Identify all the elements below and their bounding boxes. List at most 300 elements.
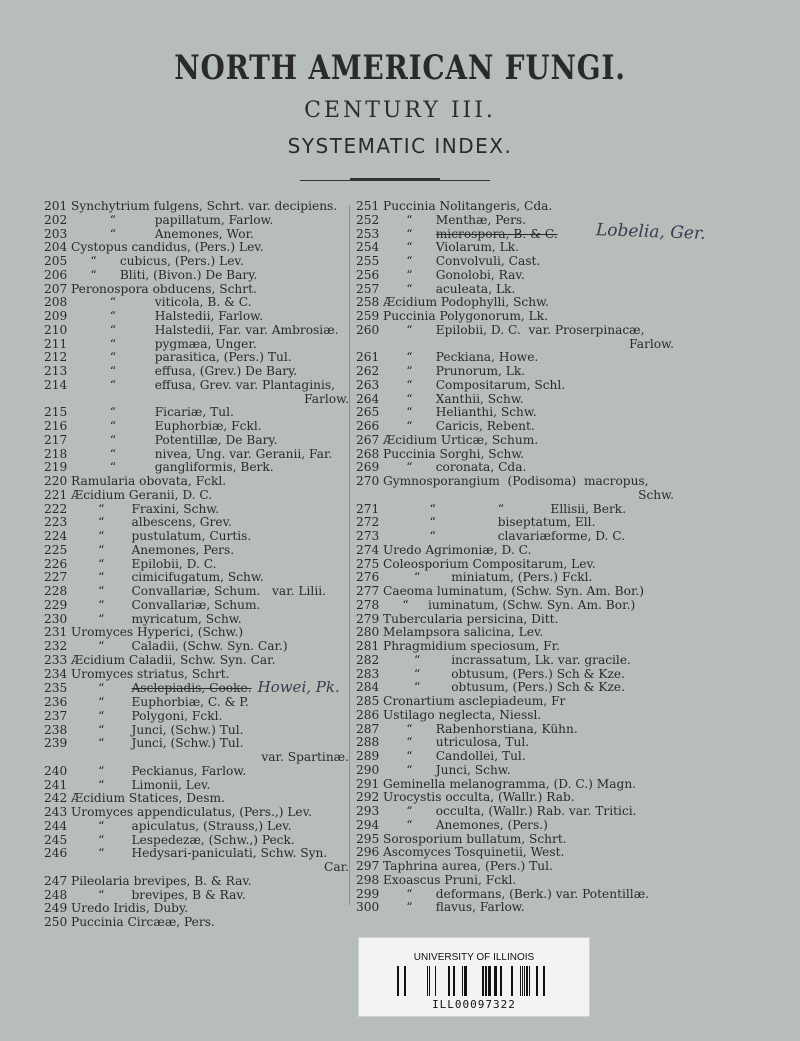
index-entry (356, 805, 674, 819)
entry-text: “ Halstedii, Far. var. Ambrosiæ. (71, 322, 339, 337)
index-entry (44, 613, 349, 627)
entry-text: “ obtusum, (Pers.) Sch & Kze. (383, 680, 625, 695)
entry-text: “ (383, 226, 436, 241)
entry-number: 300 (356, 900, 380, 915)
entry-text: “ Candollei, Tul. (383, 749, 526, 763)
barcode-bar (529, 966, 530, 996)
entry-text: Exoascus Pruni, Fckl. (383, 872, 517, 887)
entry-text: “ “ Ellisii, Berk. (383, 501, 627, 516)
index-entry (356, 640, 674, 654)
entry-text: Uredo Iridis, Duby. (71, 901, 189, 916)
index-entry (44, 696, 349, 710)
entry-number: 278 (356, 597, 380, 612)
index-entry (44, 351, 349, 365)
entry-text: “ obtusum, (Pers.) Sch & Kze. (383, 666, 625, 681)
entry-text: “ gangliformis, Berk. (71, 460, 274, 475)
entry-text: Æcidium Statices, Desm. (71, 791, 225, 806)
index-entry (356, 475, 674, 503)
barcode-bar (482, 966, 484, 996)
right-index-column (356, 200, 674, 915)
barcode-bar (524, 966, 525, 996)
entry-text: “ Gonolobi, Rav. (383, 267, 525, 282)
entry-text: “ Compositarum, Schl. (383, 377, 566, 392)
entry-number: 266 (356, 419, 380, 433)
entry-number: 296 (356, 845, 380, 860)
index-entry (356, 874, 674, 888)
index-entry (356, 585, 674, 599)
entry-number: 271 (356, 501, 380, 516)
entry-text: “ occulta, (Wallr.) Rab. var. Tritici. (383, 804, 637, 818)
entry-text: “ aculeata, Lk. (383, 281, 516, 296)
index-entry (44, 585, 349, 599)
entry-number: 202 (44, 212, 68, 227)
barcode-bar (500, 966, 502, 996)
entry-text: “ nivea, Ung. var. Geranii, Far. (71, 446, 333, 461)
barcode-bar (397, 966, 399, 996)
entry-text: “ Bliti, (Bivon.) De Bary. (71, 267, 258, 282)
entry-text: Pileolaria brevipes, B. & Rav. (71, 873, 252, 888)
entry-number: 204 (44, 240, 68, 255)
index-entry (44, 324, 349, 338)
entry-number: 222 (44, 501, 68, 516)
entry-number: 254 (356, 240, 380, 255)
entry-text: Uromyces Hyperici, (Schw.) (71, 625, 244, 640)
entry-number: 262 (356, 364, 380, 378)
entry-text: “ Prunorum, Lk. (383, 364, 526, 378)
entry-number: 230 (44, 611, 68, 626)
entry-number: 261 (356, 350, 380, 365)
entry-text: “ iuminatum, (Schw. Syn. Am. Bor.) (383, 597, 636, 612)
entry-number: 217 (44, 432, 68, 447)
entry-number: 218 (44, 446, 68, 461)
entry-number: 232 (44, 639, 68, 653)
index-entry (356, 778, 674, 792)
index-entry (44, 530, 349, 544)
entry-number: 215 (44, 405, 68, 420)
entry-continuation: var. Spartinæ. (261, 750, 349, 764)
entry-text: Ramularia obovata, Fckl. (71, 474, 227, 488)
entry-number: 258 (356, 295, 380, 310)
entry-number: 221 (44, 487, 68, 502)
entry-number: 281 (356, 639, 380, 653)
entry-text: “ Euphorbiæ, C. & P. (71, 695, 249, 709)
entry-number: 274 (356, 542, 380, 557)
index-entry (356, 420, 674, 434)
entry-number: 223 (44, 515, 68, 530)
index-entry (356, 200, 674, 214)
barcode-bar (448, 966, 450, 996)
index-entry (44, 200, 349, 214)
index-entry (44, 379, 349, 407)
entry-text: Uromyces striatus, Schrt. (71, 666, 230, 681)
index-entry (44, 241, 349, 255)
entry-text: Ascomyces Tosquinetii, West. (383, 845, 565, 860)
entry-text: “ Peckiana, Howe. (383, 350, 539, 365)
index-entry (44, 834, 349, 848)
entry-text: “ Rabenhorstiana, Kühn. (383, 721, 578, 736)
entry-text: “ effusa, (Grev.) De Bary. (71, 364, 298, 378)
entry-text: “ cubicus, (Pers.) Lev. (71, 254, 244, 268)
entry-text: Æcidium Urticæ, Schum. (383, 432, 539, 447)
entry-number: 239 (44, 736, 68, 751)
entry-text: “ Menthæ, Pers. (383, 212, 527, 227)
barcode-bar (488, 966, 491, 996)
entry-text: Coleosporium Compositarum, Lev. (383, 556, 596, 571)
index-entry (44, 503, 349, 517)
entry-number: 209 (44, 309, 68, 323)
index-entry (356, 530, 674, 544)
index-entry (44, 544, 349, 558)
entry-number: 292 (356, 790, 380, 805)
index-entry (356, 750, 674, 764)
entry-number: 269 (356, 460, 380, 475)
index-entry (356, 406, 674, 420)
index-entry (356, 310, 674, 324)
barcode-bar (536, 966, 538, 996)
index-entry (356, 723, 674, 737)
index-entry (356, 558, 674, 572)
entry-number: 287 (356, 721, 380, 736)
entry-text: “ Caricis, Rebent. (383, 419, 535, 433)
entry-text: “ Helianthi, Schw. (383, 405, 537, 420)
entry-number: 264 (356, 391, 380, 406)
entry-number: 236 (44, 695, 68, 709)
entry-text: “ brevipes, B & Rav. (71, 887, 246, 902)
entry-text: “ Polygoni, Fckl. (71, 708, 223, 723)
entry-text: “ effusa, Grev. var. Plantaginis, (71, 377, 335, 392)
index-entry (356, 681, 674, 695)
index-entry (356, 516, 674, 530)
index-entry (356, 888, 674, 902)
entry-number: 268 (356, 446, 380, 461)
barcode-bar (543, 966, 545, 996)
entry-text: “ apiculatus, (Strauss,) Lev. (71, 818, 292, 833)
entry-text: Gymnosporangium (Podisoma) macropus, (383, 474, 649, 488)
entry-number: 293 (356, 804, 380, 818)
entry-text: “ Fraxini, Schw. (71, 501, 220, 516)
entry-text: Urocystis occulta, (Wallr.) Rab. (383, 790, 575, 805)
entry-text: “ Junci, Schw. (383, 762, 511, 777)
index-entry (44, 406, 349, 420)
index-entry (44, 420, 349, 434)
entry-number: 282 (356, 652, 380, 667)
entry-text: “ Violarum, Lk. (383, 240, 520, 255)
barcode-bar (435, 966, 436, 996)
entry-text: “ (71, 681, 132, 696)
index-entry (356, 503, 674, 517)
entry-text: Uredo Agrimoniæ, D. C. (383, 542, 532, 557)
struck-text: microspora, B. & C. (435, 226, 558, 241)
index-entry (356, 860, 674, 874)
entry-text: “ deformans, (Berk.) var. Potentillæ. (383, 886, 650, 901)
index-entry (356, 296, 674, 310)
index-entry (44, 448, 349, 462)
index-entry (356, 846, 674, 860)
entry-text: “ Caladii, (Schw. Syn. Car.) (71, 639, 288, 653)
index-entry (44, 283, 349, 297)
entry-text: Tubercularia persicina, Ditt. (383, 611, 559, 626)
entry-text: “ pygmæa, Unger. (71, 336, 257, 351)
index-entry (356, 241, 674, 255)
index-entry (44, 214, 349, 228)
entry-number: 201 (44, 199, 68, 213)
barcode-bar (526, 966, 528, 996)
entry-text: Peronospora obducens, Schrt. (71, 281, 257, 296)
entry-number: 259 (356, 309, 380, 323)
entry-text: Cronartium asclepiadeum, Fr (383, 694, 566, 708)
entry-text: Puccinia Polygonorum, Lk. (383, 309, 548, 323)
index-entry (44, 875, 349, 889)
index-entry (44, 654, 349, 668)
entry-continuation: Farlow. (629, 336, 674, 351)
entry-number: 211 (44, 336, 68, 351)
entry-number: 229 (44, 597, 68, 612)
entry-number: 260 (356, 322, 380, 337)
entry-text: Puccinia Circææ, Pers. (71, 915, 215, 929)
entry-text: “ pustulatum, Curtis. (71, 529, 252, 543)
entry-number: 289 (356, 749, 380, 763)
entry-number: 286 (356, 707, 380, 722)
entry-text: “ Lespedezæ, (Schw.,) Peck. (71, 832, 295, 847)
entry-number: 248 (44, 887, 68, 902)
index-entry (356, 654, 674, 668)
index-entry (44, 434, 349, 448)
entry-number: 208 (44, 295, 68, 310)
index-entry (356, 434, 674, 448)
index-entry (44, 916, 349, 930)
entry-number: 225 (44, 542, 68, 557)
barcode-bar (404, 966, 406, 996)
entry-number: 224 (44, 529, 68, 543)
index-entry (356, 324, 674, 352)
entry-text: “ Peckianus, Farlow. (71, 763, 247, 778)
entry-text: “ Convolvuli, Cast. (383, 254, 541, 268)
index-entry (44, 902, 349, 916)
entry-number: 203 (44, 226, 68, 241)
entry-number: 234 (44, 666, 68, 681)
entry-text: Taphrina aurea, (Pers.) Tul. (383, 859, 553, 873)
index-entry (44, 678, 349, 697)
index-entry (44, 571, 349, 585)
index-entry (44, 640, 349, 654)
entry-number: 240 (44, 763, 68, 778)
handwritten-correction: Howei, Pk. (257, 678, 340, 697)
index-entry (44, 310, 349, 324)
entry-number: 238 (44, 722, 68, 737)
entry-text: “ viticola, B. & C. (71, 295, 252, 310)
barcode-bar (485, 966, 487, 996)
entry-number: 235 (44, 681, 68, 696)
entry-text: “ Convallariæ, Schum. (71, 597, 261, 612)
index-entry (356, 791, 674, 805)
entry-number: 252 (356, 212, 380, 227)
entry-continuation: Car. (324, 860, 349, 874)
entry-number: 277 (356, 584, 380, 598)
entry-text: “ flavus, Farlow. (383, 900, 525, 915)
index-entry (44, 228, 349, 242)
left-index-column (44, 200, 349, 930)
entry-number: 295 (356, 831, 380, 846)
entry-text: Æcidium Podophylli, Schw. (383, 295, 549, 310)
index-entry (44, 889, 349, 903)
index-entry (356, 709, 674, 723)
entry-text: “ Anemones, (Pers.) (383, 817, 548, 832)
entry-number: 251 (356, 199, 380, 213)
index-entry (44, 475, 349, 489)
barcode-bar (464, 966, 467, 996)
barcode-number: ILL00097322 (432, 998, 516, 1011)
entry-text: “ utriculosa, Tul. (383, 735, 530, 750)
barcode-label (358, 937, 590, 1017)
entry-text: “ Anemones, Wor. (71, 226, 254, 241)
entry-number: 227 (44, 570, 68, 585)
entry-number: 256 (356, 267, 380, 282)
entry-continuation: Schw. (638, 487, 674, 502)
struck-text: Asclepiadis, Cooke. (131, 681, 252, 696)
entry-text: “ miniatum, (Pers.) Fckl. (383, 570, 593, 585)
entry-number: 279 (356, 611, 380, 626)
entry-number: 283 (356, 666, 380, 681)
page-subtitle: CENTURY III. (304, 98, 496, 123)
entry-number: 273 (356, 529, 380, 543)
entry-text: “ Halstedii, Farlow. (71, 309, 264, 323)
barcode-bar (462, 966, 463, 996)
entry-number: 298 (356, 872, 380, 887)
entry-number: 228 (44, 584, 68, 598)
index-entry (356, 819, 674, 833)
entry-text: Geminella melanogramma, (D. C.) Magn. (383, 776, 637, 791)
entry-text: “ incrassatum, Lk. var. gracile. (383, 652, 631, 667)
barcode-bar (494, 966, 497, 996)
index-entry (356, 599, 674, 613)
entry-text: “ biseptatum, Ell. (383, 515, 596, 530)
entry-number: 226 (44, 556, 68, 571)
entry-text: Puccinia Sorghi, Schw. (383, 446, 525, 461)
index-entry (356, 351, 674, 365)
entry-number: 237 (44, 708, 68, 723)
entry-text: Melampsora salicina, Lev. (383, 625, 544, 640)
index-entry (44, 847, 349, 875)
index-entry (356, 833, 674, 847)
index-entry (44, 724, 349, 738)
entry-continuation: Farlow. (304, 391, 349, 406)
index-entry (356, 448, 674, 462)
entry-number: 213 (44, 364, 68, 378)
index-entry (44, 269, 349, 283)
entry-text: “ cimicifugatum, Schw. (71, 570, 264, 585)
entry-text: Cystopus candidus, (Pers.) Lev. (71, 240, 264, 255)
entry-number: 284 (356, 680, 380, 695)
index-entry (356, 461, 674, 475)
barcode-bar (427, 966, 428, 996)
entry-text: “ albescens, Grev. (71, 515, 232, 530)
entry-number: 267 (356, 432, 380, 447)
index-entry (356, 901, 674, 915)
index-entry (44, 338, 349, 352)
column-divider (349, 205, 350, 905)
index-entry (356, 255, 674, 269)
index-entry (44, 365, 349, 379)
entry-text: “ Epilobii, D. C. var. Proserpinacæ, (383, 322, 645, 337)
index-entry (356, 736, 674, 750)
entry-number: 294 (356, 817, 380, 832)
entry-text: “ Limonii, Lev. (71, 777, 211, 792)
entry-text: Uromyces appendiculatus, (Pers.,) Lev. (71, 805, 312, 819)
entry-number: 242 (44, 791, 68, 806)
index-entry (356, 379, 674, 393)
index-entry (44, 558, 349, 572)
index-entry (44, 792, 349, 806)
entry-number: 297 (356, 859, 380, 873)
entry-text: “ Xanthii, Schw. (383, 391, 524, 406)
index-entry (44, 516, 349, 530)
entry-number: 214 (44, 377, 68, 392)
entry-number: 299 (356, 886, 380, 901)
entry-text: “ Convallariæ, Schum. var. Lilii. (71, 584, 326, 598)
index-entry (356, 544, 674, 558)
entry-number: 263 (356, 377, 380, 392)
entry-number: 210 (44, 322, 68, 337)
index-entry (356, 269, 674, 283)
entry-text: “ Epilobii, D. C. (71, 556, 217, 571)
entry-number: 244 (44, 818, 68, 833)
index-entry (44, 710, 349, 724)
entry-text: “ coronata, Cda. (383, 460, 527, 475)
index-entry (356, 764, 674, 778)
barcode-bar (429, 966, 430, 996)
entry-number: 207 (44, 281, 68, 296)
entry-text: “ Anemones, Pers. (71, 542, 235, 557)
index-entry (356, 626, 674, 640)
entry-text: “ Junci, (Schw.) Tul. (71, 736, 244, 751)
entry-text: “ clavariæforme, D. C. (383, 529, 626, 543)
index-entry (356, 283, 674, 297)
entry-number: 290 (356, 762, 380, 777)
barcode-bar (522, 966, 523, 996)
index-heading: SYSTEMATIC INDEX. (287, 134, 513, 158)
entry-number: 275 (356, 556, 380, 571)
title-rule-thick (350, 178, 440, 181)
index-entry (356, 695, 674, 709)
entry-number: 280 (356, 625, 380, 640)
entry-number: 205 (44, 254, 68, 268)
index-entry (356, 668, 674, 682)
index-entry (356, 571, 674, 585)
barcode-institution: UNIVERSITY OF ILLINOIS (413, 952, 535, 963)
entry-number: 220 (44, 474, 68, 488)
entry-text: “ Hedysari-paniculati, Schw. Syn. (71, 846, 328, 861)
entry-text: “ Euphorbiæ, Fckl. (71, 419, 262, 433)
entry-number: 272 (356, 515, 380, 530)
entry-number: 245 (44, 832, 68, 847)
entry-number: 249 (44, 901, 68, 916)
entry-text: “ Junci, (Schw.) Tul. (71, 722, 244, 737)
entry-number: 291 (356, 776, 380, 791)
entry-text: “ parasitica, (Pers.) Tul. (71, 350, 292, 365)
index-entry (44, 296, 349, 310)
index-entry (44, 765, 349, 779)
entry-number: 246 (44, 846, 68, 861)
entry-text: Puccinia Nolitangeris, Cda. (383, 199, 553, 213)
barcode-bar (511, 966, 513, 996)
index-entry (356, 393, 674, 407)
entry-number: 206 (44, 267, 68, 282)
barcode-bar (453, 966, 455, 996)
index-entry (44, 779, 349, 793)
entry-number: 257 (356, 281, 380, 296)
page-title: NORTH AMERICAN FUNGI. (174, 48, 626, 88)
entry-text: Caeoma luminatum, (Schw. Syn. Am. Bor.) (383, 584, 645, 598)
